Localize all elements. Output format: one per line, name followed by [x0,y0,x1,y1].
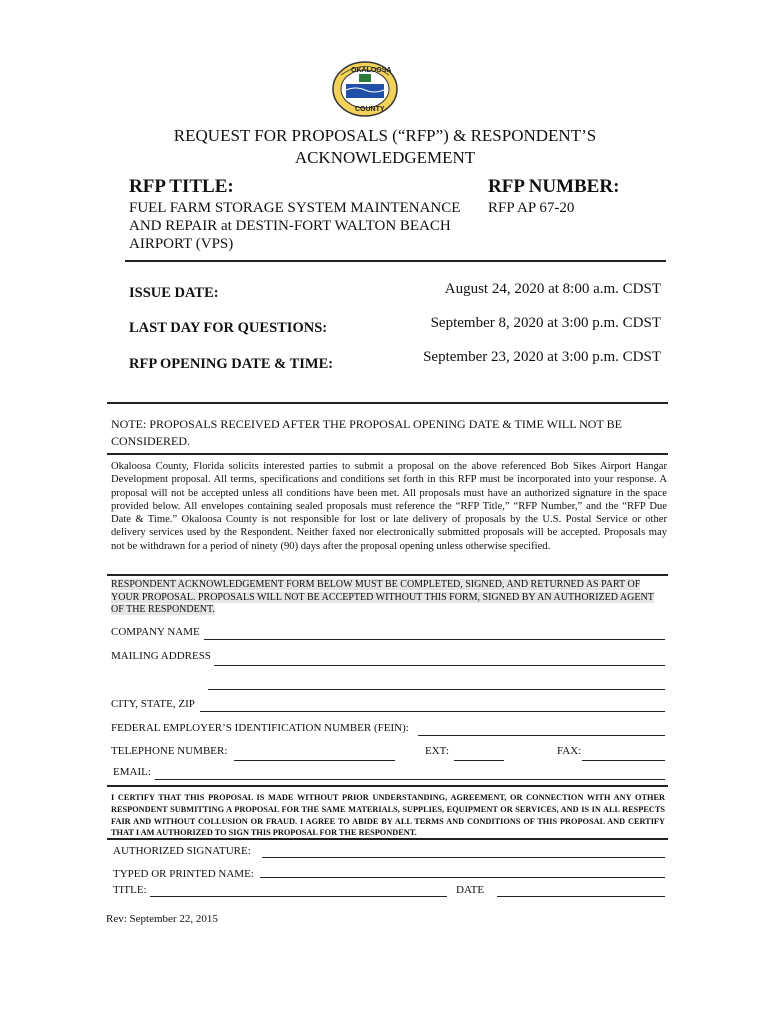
rfp-title-line: AIRPORT (VPS) [129,236,234,252]
fein-field[interactable] [418,735,665,736]
email-field[interactable] [155,779,665,780]
company-name-field[interactable] [204,639,665,640]
acknowledgement-notice [111,579,663,617]
questions-date-label: LAST DAY FOR QUESTIONS: [129,320,328,336]
svg-text:OKALOOSA: OKALOOSA [351,67,392,74]
typed-name-field[interactable] [260,877,665,878]
rfp-title-line: AND REPAIR at DESTIN-FORT WALTON BEACH [129,218,451,234]
telephone-field[interactable] [234,760,395,761]
instructions-paragraph: Okaloosa County, Florida solicits interested parties to submit a proposal on the above referenced Bob Sikes Airport Hangar Development proposal. All terms, specifications and conditions set forth in this RFP must be incorporated into your response. A proposal will not be accepted unless all conditions have been met. All proposals must have an authorized signature in the space provided below. All envelopes containing sealed proposals must reference the “RFP Title,” “RFP Number,” and the “RFP Due Date & Time.” Okaloosa County is not responsible for lost or late delivery of proposals by the U.S. Postal Service or other delivery services used by the Respondent. Neither faxed nor electronically submitted proposals will be accepted. Proposals may not be withdrawn for a period of ninety (90) days after the proposal opening unless otherwise specified. [111,461,667,552]
fax-label: FAX: [557,745,582,757]
acknowledgement-notice-text: RESPONDENT ACKNOWLEDGEMENT FORM BELOW MUST BE COMPLETED, SIGNED, AND RETURNED AS PART OF YOUR PROPOSAL. PROPOSALS WILL NOT BE ACCEPTED WITHOUT THIS FORM, SIGNED BY AN AUTHORIZED AGENT OF THE RESPONDENT. [111,579,654,616]
late-proposal-note: NOTE: PROPOSALS RECEIVED AFTER THE PROPOSAL OPENING DATE & TIME WILL NOT BE CONSIDERED. [111,417,622,448]
divider [107,402,668,404]
opening-date-value: September 23, 2020 at 3:00 p.m. CDST [423,349,661,365]
document-title [0,125,770,169]
opening-date-label: RFP OPENING DATE & TIME: [129,356,334,372]
ext-field[interactable] [454,760,504,761]
mailing-address-field-2[interactable] [208,689,665,690]
city-state-zip-field[interactable] [200,711,665,712]
issue-date-value: August 24, 2020 at 8:00 a.m. CDST [444,281,661,297]
authorized-signature-field[interactable] [262,857,665,858]
date-field[interactable] [497,896,665,897]
title-field[interactable] [150,896,447,897]
rfp-title-label: RFP TITLE: [129,176,234,197]
revision-date: Rev: September 22, 2015 [106,913,218,925]
telephone-label: TELEPHONE NUMBER: [111,745,228,757]
rfp-title-line: FUEL FARM STORAGE SYSTEM MAINTENANCE [129,200,461,216]
divider [107,838,668,840]
divider [107,574,668,576]
divider [125,260,666,262]
divider [107,453,668,455]
divider [107,785,668,787]
title-label: TITLE: [113,884,147,896]
questions-date-value: September 8, 2020 at 3:00 p.m. CDST [430,315,661,331]
typed-name-label: TYPED OR PRINTED NAME: [113,868,254,880]
mailing-address-label: MAILING ADDRESS [111,650,211,662]
title-line-1: REQUEST FOR PROPOSALS (“RFP”) & RESPONDENT’S [173,126,597,145]
date-label: DATE [456,884,485,896]
fein-label: FEDERAL EMPLOYER’S IDENTIFICATION NUMBER (FEIN): [111,722,409,734]
ext-label: EXT: [425,745,449,757]
county-seal [331,60,399,118]
certification-statement: I CERTIFY THAT THIS PROPOSAL IS MADE WITHOUT PRIOR UNDERSTANDING, AGREEMENT, OR CONNECTION WITH ANY OTHER RESPONDENT SUBMITTING A PROPOSAL FOR THE SAME MATERIALS, SUPPLIES, EQUIPMENT OR SERVICES, AND IS IN ALL RESPECTS FAIR AND WITHOUT COLLUSION OR FRAUD. I AGREE TO ABIDE BY ALL TERMS AND CONDITIONS OF THIS PROPOSAL AND CERTIFY THAT I AM AUTHORIZED TO SIGN THIS PROPOSAL FOR THE RESPONDENT. [111,793,665,838]
company-name-label: COMPANY NAME [111,626,200,638]
rfp-title-value [129,199,479,253]
city-state-zip-label: CITY, STATE, ZIP [111,698,195,710]
authorized-signature-label: AUTHORIZED SIGNATURE: [113,845,251,857]
title-line-2: ACKNOWLEDGEMENT [294,148,476,167]
email-label: EMAIL: [113,766,151,778]
issue-date-label: ISSUE DATE: [129,285,219,301]
mailing-address-field[interactable] [214,665,665,666]
rfp-number-label: RFP NUMBER: [488,176,620,197]
rfp-number-value: RFP AP 67-20 [488,200,575,216]
svg-text:COUNTY: COUNTY [355,106,385,113]
fax-field[interactable] [582,760,665,761]
